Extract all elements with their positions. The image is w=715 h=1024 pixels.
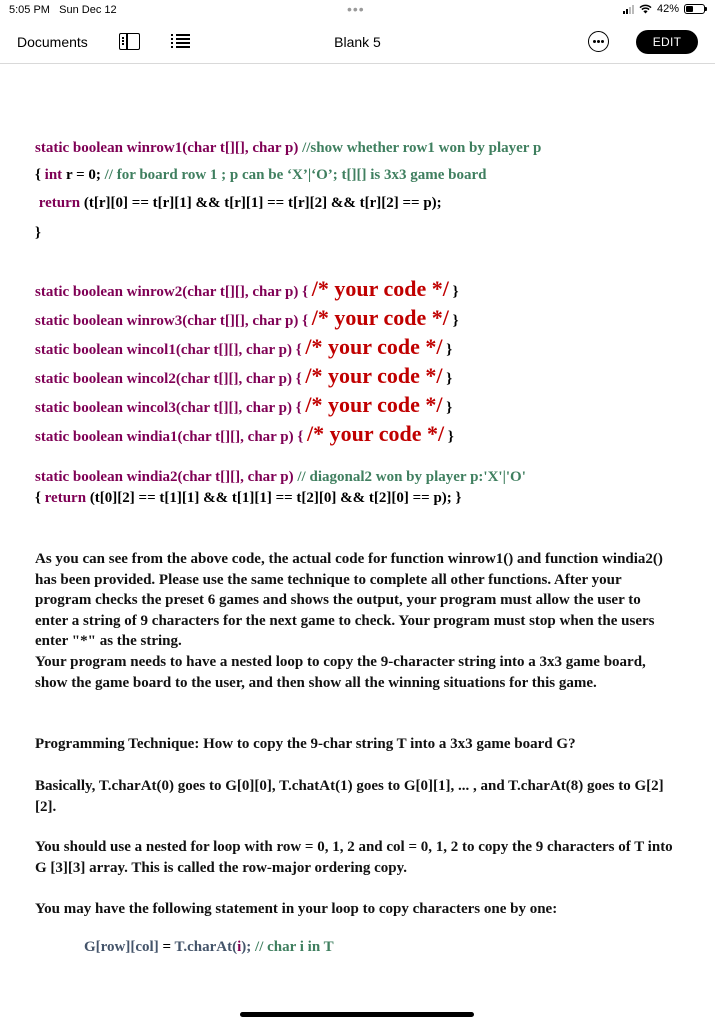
status-date: Sun Dec 12 bbox=[59, 4, 117, 16]
code-stub-windia1: static boolean windia1(char t[][], char p) { /* your code */ } bbox=[35, 421, 454, 446]
code-stub-winrow2: static boolean winrow2(char t[][], char p) { /* your code */ } bbox=[35, 276, 459, 301]
code-line-winrow1: static boolean winrow1(char t[][], char p) //show whether row1 won by player p bbox=[35, 140, 542, 156]
battery-percent: 42% bbox=[656, 3, 679, 15]
code-stub-winrow3: static boolean winrow3(char t[][], char p) { /* your code */ } bbox=[35, 305, 459, 330]
statement-intro: You may have the following statement in your loop to copy characters one by one: bbox=[35, 901, 558, 917]
edit-button[interactable]: EDIT bbox=[636, 30, 698, 54]
charat-paragraph: Basically, T.charAt(0) goes to G[0][0], T.chatAt(1) goes to G[0][1], ... , and T.charAt(8) goes to G[2][2]. bbox=[35, 778, 664, 815]
multitasking-dots[interactable]: ••• bbox=[347, 1, 365, 17]
code-line-init: { int r = 0; // for board row 1 ; p can be ‘X’|‘O’; t[][] is 3x3 game board bbox=[35, 167, 487, 183]
document-title: Blank 5 bbox=[334, 34, 381, 50]
technique-heading: Programming Technique: How to copy the 9-char string T into a 3x3 game board G? bbox=[35, 736, 576, 752]
code-line-windia2: static boolean windia2(char t[][], char p) // diagonal2 won by player p:'X'|'O' bbox=[35, 469, 526, 485]
code-stub-wincol1: static boolean wincol1(char t[][], char p) { /* your code */ } bbox=[35, 334, 453, 359]
code-stub-wincol3: static boolean wincol3(char t[][], char p) { /* your code */ } bbox=[35, 392, 453, 417]
code-stub-wincol2: static boolean wincol2(char t[][], char p) { /* your code */ } bbox=[35, 363, 453, 388]
nested-loop-paragraph: Your program needs to have a nested loop to copy the 9-character string into a 3x3 game board, show the game board to the user, and then show all the winning situations for this game. bbox=[35, 654, 646, 691]
status-time: 5:05 PM Sun Dec 12 bbox=[9, 4, 117, 16]
code-line-windia2-body: { return (t[0][2] == t[1][1] && t[1][1] == t[2][0] && t[2][0] == p); } bbox=[35, 490, 462, 506]
code-line-return: return (t[r][0] == t[r][1] && t[r][1] == t[r][2] && t[r][2] == p); bbox=[35, 195, 442, 211]
copy-statement: G[row][col] = T.charAt(i); // char i in T bbox=[84, 939, 334, 955]
documents-button[interactable]: Documents bbox=[17, 34, 88, 50]
instructions-paragraph: As you can see from the above code, the actual code for function winrow1() and function windia2() has been provided. Please use the same technique to complete all other functions. After your program checks the preset 6 games and shows the output, your program must allow the user to enter a string of 9 characters for the next game to check. Your program must stop when the users enter "*" as the string. bbox=[35, 551, 663, 650]
home-indicator[interactable] bbox=[240, 1012, 474, 1017]
code-line-close-brace: } bbox=[35, 225, 41, 241]
row-major-paragraph: You should use a nested for loop with row = 0, 1, 2 and col = 0, 1, 2 to copy the 9 characters of T into G [3][3] array. This is called the row-major ordering copy. bbox=[35, 839, 673, 876]
